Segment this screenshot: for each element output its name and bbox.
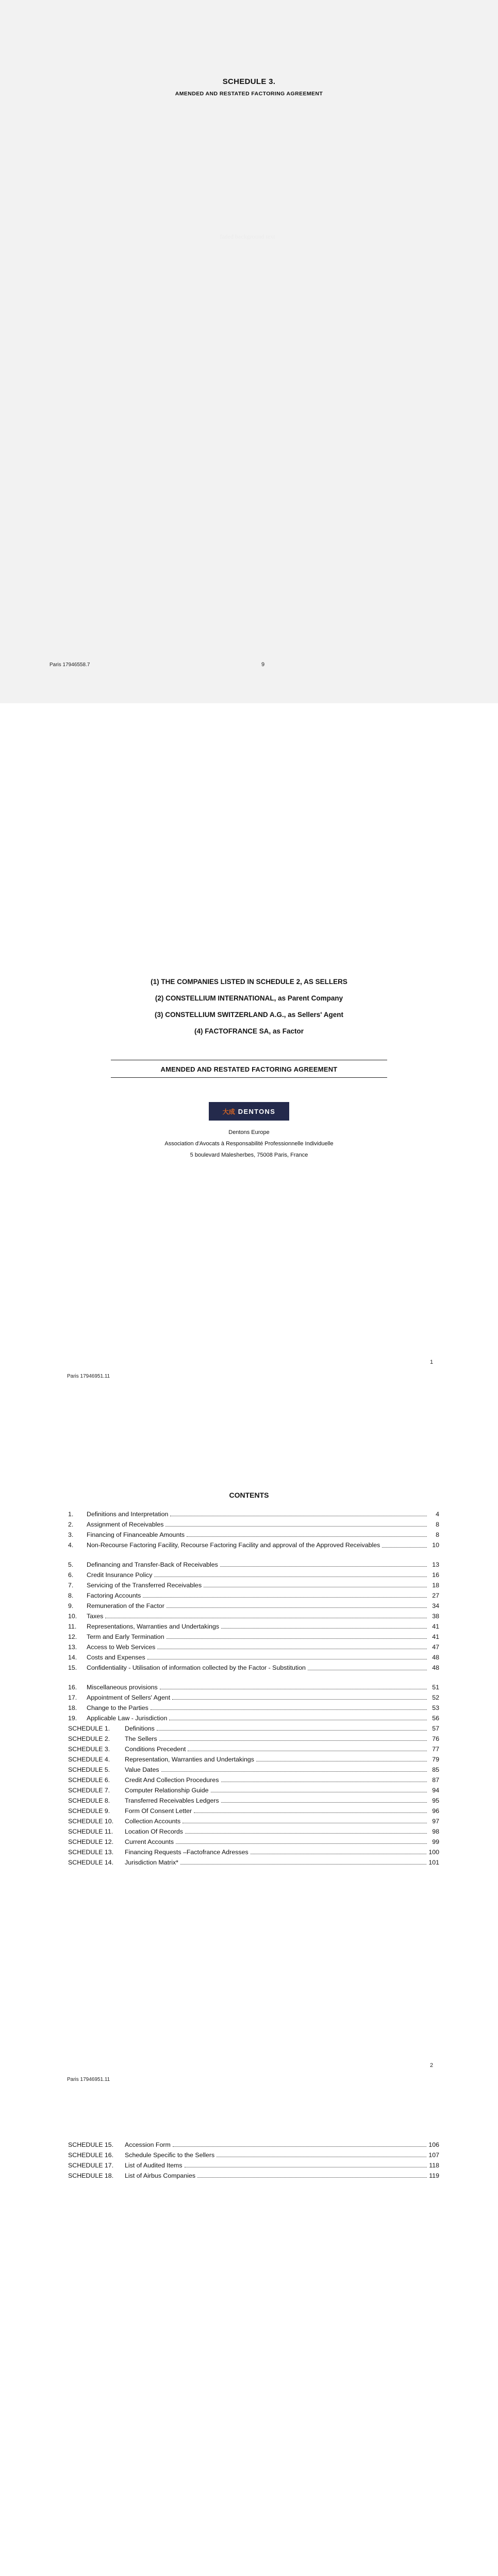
toc-entry-number: 7. (68, 1582, 74, 1589)
toc-entry-line (125, 1817, 439, 1826)
toc-entry-label: Definancing and Transfer-Back of Receivables (87, 1561, 218, 1568)
toc-dot-leader (187, 1536, 427, 1537)
toc-dot-leader (180, 1864, 426, 1865)
toc-entry (68, 1570, 439, 1580)
logo-mark: 大成 (222, 1108, 235, 1115)
toc-entry-label: Location Of Records (125, 1828, 183, 1835)
toc-entry-page: 4 (428, 1510, 439, 1519)
toc-entry-line (125, 1744, 439, 1754)
footer-reference-contents: Paris 17946951.11 (67, 2077, 110, 2082)
toc-entry-page: 56 (428, 1714, 439, 1723)
toc-entry-label: Schedule Specific to the Sellers (125, 2151, 215, 2159)
toc-entry-number: 18. (68, 1704, 77, 1711)
toc-entry-number: SCHEDULE 6. (68, 1776, 110, 1784)
toc-entry-label: Applicable Law - Jurisdiction (87, 1715, 168, 1722)
toc-entry-page: 119 (428, 2171, 439, 2180)
toc-entry-number: SCHEDULE 1. (68, 1725, 110, 1732)
toc-entry (68, 1653, 439, 1662)
toc-schedule-entry (68, 1817, 439, 1826)
toc-entry-page: 38 (428, 1612, 439, 1621)
toc-entry (68, 1622, 439, 1631)
toc-entry-page: 16 (428, 1570, 439, 1580)
toc-entry-number: SCHEDULE 7. (68, 1787, 110, 1794)
toc-entry-page: 27 (428, 1591, 439, 1600)
toc-entry (68, 1703, 439, 1713)
toc-entry-label: Appointment of Sellers' Agent (87, 1694, 171, 1701)
toc-entry-label: Access to Web Services (87, 1643, 156, 1651)
toc-entry-line (87, 1601, 439, 1611)
toc-dot-leader (197, 2177, 427, 2178)
toc-entry-page: 99 (428, 1837, 439, 1846)
party-2: (2) CONSTELLIUM INTERNATIONAL, as Parent Company (155, 994, 343, 1002)
toc-dot-leader (165, 1526, 427, 1527)
toc-entry-page: 94 (428, 1786, 439, 1795)
toc-entry-label: Form Of Consent Letter (125, 1807, 192, 1815)
toc-entry-page: 97 (428, 1817, 439, 1826)
toc-entry-number: SCHEDULE 4. (68, 1756, 110, 1763)
toc-schedule-entry (68, 1858, 439, 1867)
toc-entry-label: Costs and Expenses (87, 1654, 145, 1661)
toc-entry (68, 1581, 439, 1590)
toc-entry-label: Confidentiality - Utilisation of information collected by the Factor - Substitution (87, 1664, 306, 1671)
toc-entry-number: SCHEDULE 2. (68, 1735, 110, 1742)
toc-entry-page: 41 (428, 1632, 439, 1641)
toc-schedule-entry (68, 1827, 439, 1836)
toc-entry (68, 1714, 439, 1723)
toc-entry-line (125, 1827, 439, 1836)
toc-dot-leader (172, 1699, 427, 1700)
toc-entry-line (87, 1653, 439, 1662)
toc-entry-line (87, 1540, 439, 1550)
toc-entry-number: 13. (68, 1643, 77, 1651)
contents-title: CONTENTS (229, 1491, 269, 1499)
toc-entry-number: 12. (68, 1633, 77, 1640)
toc-entry-line (87, 1622, 439, 1631)
toc-entry-label: Definitions (125, 1725, 155, 1732)
toc-dot-leader (167, 1638, 427, 1639)
toc-dot-leader (173, 2146, 426, 2147)
toc-entry-line (125, 1796, 439, 1805)
toc-entry-label: Accession Form (125, 2141, 171, 2148)
toc-dot-leader (176, 1843, 427, 1844)
toc-entry-page: 76 (428, 1734, 439, 1743)
toc-dot-leader (221, 1802, 427, 1803)
toc-schedule-entry (68, 1806, 439, 1816)
toc-entry-line (87, 1663, 439, 1672)
toc-entry (68, 1612, 439, 1621)
toc-entry-label: Change to the Parties (87, 1704, 148, 1711)
toc-schedule-entry (68, 1786, 439, 1795)
toc-entry-page: 8 (428, 1520, 439, 1529)
toc-entry-page: 107 (428, 2151, 439, 2159)
toc-entry-line (87, 1683, 439, 1692)
toc-entry-number: 3. (68, 1531, 74, 1538)
firm-address: 5 boulevard Malesherbes, 75008 Paris, France (190, 1152, 308, 1158)
toc-entry-line (125, 1765, 439, 1774)
toc-entry-page: 13 (428, 1560, 439, 1569)
firm-association: Association d'Avocats à Responsabilité Professionnelle Individuelle (164, 1141, 334, 1147)
toc-entry-line (125, 1755, 439, 1764)
toc-dot-leader (167, 1607, 427, 1608)
toc-schedule-entry (68, 1796, 439, 1805)
toc-entry-number: SCHEDULE 13. (68, 1849, 114, 1856)
toc-entry-line (87, 1632, 439, 1641)
toc-entry-number: 6. (68, 1571, 74, 1579)
toc-dot-leader (151, 1709, 427, 1710)
toc-entry-page: 98 (428, 1827, 439, 1836)
toc-dot-leader (185, 1833, 427, 1834)
toc-schedule-entry (68, 2140, 439, 2149)
page-number-cover: 1 (430, 1359, 434, 1365)
toc-entry-label: Miscellaneous provisions (87, 1684, 158, 1691)
toc-entry-number: SCHEDULE 8. (68, 1797, 110, 1804)
toc-entry-number: 14. (68, 1654, 77, 1661)
toc-entry-label: Value Dates (125, 1766, 159, 1773)
toc-entry-number: 1. (68, 1511, 74, 1518)
toc-entry-number: SCHEDULE 3. (68, 1745, 110, 1753)
toc-entry-page: 85 (428, 1765, 439, 1774)
toc-entry-line (87, 1581, 439, 1590)
toc-entry-number: SCHEDULE 18. (68, 2172, 114, 2179)
toc-entry-line (87, 1520, 439, 1529)
toc-entry-line (87, 1703, 439, 1713)
toc-entry-page: 18 (428, 1581, 439, 1590)
toc-entry-number: 4. (68, 1541, 74, 1549)
toc-entry-number: SCHEDULE 12. (68, 1838, 114, 1845)
faded-background-text: faded background text (220, 233, 275, 240)
toc-entry-label: Current Accounts (125, 1838, 174, 1845)
toc-dot-leader (157, 1730, 427, 1731)
toc-entry-number: 10. (68, 1613, 77, 1620)
toc-entry-label: Remuneration of the Factor (87, 1602, 164, 1609)
toc-entry-label: Credit And Collection Procedures (125, 1776, 219, 1784)
toc-entry-line (125, 2161, 439, 2170)
toc-entry (68, 1510, 439, 1519)
footer-reference: Paris 17946558.7 (49, 662, 90, 668)
toc-entry-page: 87 (428, 1775, 439, 1785)
toc-entry (68, 1591, 439, 1600)
toc-entry (68, 1560, 439, 1569)
toc-dot-leader (221, 1628, 427, 1629)
toc-entry-line (125, 1786, 439, 1795)
toc-schedule-entry (68, 2161, 439, 2170)
toc-dot-leader (382, 1547, 427, 1548)
page-cover (0, 703, 498, 1406)
toc-entry-page: 41 (428, 1622, 439, 1631)
toc-entry (68, 1642, 439, 1652)
toc-entry-label: The Sellers (125, 1735, 157, 1742)
toc-entry-number: SCHEDULE 14. (68, 1859, 114, 1866)
toc-schedule-entry (68, 1765, 439, 1774)
toc-entry-label: List of Airbus Companies (125, 2172, 196, 2179)
toc-entry-number: 8. (68, 1592, 74, 1599)
toc-entry-number: SCHEDULE 16. (68, 2151, 114, 2159)
party-4: (4) FACTOFRANCE SA, as Factor (194, 1027, 304, 1035)
toc-entry-page: 47 (428, 1642, 439, 1652)
toc-schedule-entry (68, 2171, 439, 2180)
toc-entry-number: SCHEDULE 5. (68, 1766, 110, 1773)
toc-entry (68, 1540, 439, 1559)
toc-entry (68, 1520, 439, 1529)
toc-entry-label: Servicing of the Transferred Receivables (87, 1582, 202, 1589)
toc-entry-page: 79 (428, 1755, 439, 1764)
toc-entry-label: Credit Insurance Policy (87, 1571, 153, 1579)
toc-schedule-entry (68, 1755, 439, 1764)
toc-entry-line (125, 1837, 439, 1846)
toc-dot-leader (220, 1566, 427, 1567)
toc-entry-page: 57 (428, 1724, 439, 1733)
toc-entry-page: 77 (428, 1744, 439, 1754)
toc-entry-line (125, 1734, 439, 1743)
toc-entry-line (87, 1530, 439, 1539)
toc-entry-line (125, 2171, 439, 2180)
toc-entry-page: 8 (428, 1530, 439, 1539)
party-1: (1) THE COMPANIES LISTED IN SCHEDULE 2, AS SELLERS (151, 978, 347, 986)
toc-entry-label: Transferred Receivables Ledgers (125, 1797, 219, 1804)
toc-entry-page: 51 (428, 1683, 439, 1692)
footer-reference-cover: Paris 17946951.11 (67, 1374, 110, 1379)
toc-entry (68, 1663, 439, 1682)
toc-entry (68, 1530, 439, 1539)
toc-entry-label: Financing Requests –Factofrance Adresses (125, 1849, 248, 1856)
toc-entry-line (125, 1858, 439, 1867)
toc-entry-number: 2. (68, 1521, 74, 1528)
toc-entry-line (87, 1642, 439, 1652)
toc-entry-number: SCHEDULE 15. (68, 2141, 114, 2148)
toc-entry-label: Financing of Financeable Amounts (87, 1531, 185, 1538)
toc-dot-leader (161, 1771, 427, 1772)
firm-name: Dentons Europe (228, 1129, 270, 1136)
page-number: 9 (261, 662, 265, 668)
toc-entry-page: 95 (428, 1796, 439, 1805)
toc-entry-label: Taxes (87, 1613, 104, 1620)
agreement-title: AMENDED AND RESTATED FACTORING AGREEMENT (160, 1065, 338, 1073)
toc-entry (68, 1693, 439, 1702)
schedule-title: SCHEDULE 3. (222, 77, 276, 86)
toc-entry-line (87, 1570, 439, 1580)
toc-entry-number: 5. (68, 1561, 74, 1568)
toc-entry (68, 1601, 439, 1611)
toc-schedule-entry (68, 1744, 439, 1754)
toc-entry-label: Assignment of Receivables (87, 1521, 164, 1528)
toc-entry-line (125, 2140, 439, 2149)
toc-entry-label: Factoring Accounts (87, 1592, 141, 1599)
toc-entry-number: 17. (68, 1694, 77, 1701)
toc-schedule-entry (68, 1837, 439, 1846)
toc-entry (68, 1632, 439, 1641)
toc-entry-number: 15. (68, 1664, 77, 1671)
toc-entry-number: SCHEDULE 17. (68, 2162, 114, 2169)
toc-entry-label: Computer Relationship Guide (125, 1787, 209, 1794)
toc-schedule-entry (68, 2150, 439, 2160)
toc-entry (68, 1683, 439, 1692)
toc-entry-line (87, 1591, 439, 1600)
toc-entry-label: Non-Recourse Factoring Facility, Recourse Factoring Facility and approval of the Approved Receivables (87, 1541, 380, 1549)
toc-entry-label: Representation, Warranties and Undertakings (125, 1756, 254, 1763)
toc-entry-line (125, 1724, 439, 1733)
logo-text: DENTONS (238, 1107, 276, 1115)
toc-entry-page: 101 (428, 1859, 439, 1866)
toc-entry-page: 100 (428, 1849, 439, 1856)
toc-entry-label: List of Audited Items (125, 2162, 182, 2169)
toc-entry-page: 10 (428, 1540, 439, 1550)
toc-entry-label: Jurisdiction Matrix* (125, 1859, 178, 1866)
toc-entry-label: Collection Accounts (125, 1818, 181, 1825)
toc-entry-label: Representations, Warranties and Undertakings (87, 1623, 220, 1630)
toc-entry-line (125, 1806, 439, 1816)
toc-entry-page: 48 (428, 1663, 439, 1672)
toc-entry-line (87, 1612, 439, 1621)
toc-entry-line (125, 1848, 439, 1857)
toc-entry-line (87, 1693, 439, 1702)
toc-entry-line (87, 1510, 439, 1519)
toc-entry-page: 52 (428, 1693, 439, 1702)
title-rule-bottom (111, 1077, 387, 1078)
party-3: (3) CONSTELLIUM SWITZERLAND A.G., as Sellers' Agent (155, 1011, 343, 1019)
schedule-subtitle: AMENDED AND RESTATED FACTORING AGREEMENT (175, 91, 323, 97)
toc-entry-page: 53 (428, 1703, 439, 1713)
toc-entry-label: Term and Early Termination (87, 1633, 164, 1640)
toc-entry-number: 19. (68, 1715, 77, 1722)
toc-entry-line (125, 1775, 439, 1785)
page-number-contents: 2 (430, 2062, 434, 2069)
toc-entry-label: Conditions Precedent (125, 1745, 186, 1753)
toc-entry-page: 118 (428, 2161, 439, 2170)
toc-schedule-entry (68, 1734, 439, 1743)
toc-dot-leader (194, 1812, 427, 1813)
toc-entry-label: Definitions and Interpretation (87, 1511, 169, 1518)
toc-entry-page: 96 (428, 1806, 439, 1816)
toc-dot-leader (143, 1597, 427, 1598)
toc-entry-number: 9. (68, 1602, 74, 1609)
toc-entry-page: 106 (428, 2141, 439, 2148)
toc-entry-number: 16. (68, 1684, 77, 1691)
toc-entry-number: SCHEDULE 9. (68, 1807, 110, 1815)
toc-entry-page: 48 (428, 1653, 439, 1662)
toc-entry-number: SCHEDULE 11. (68, 1828, 113, 1835)
dentons-logo (209, 1102, 289, 1121)
toc-schedule-entry (68, 1775, 439, 1785)
toc-schedule-entry (68, 1848, 439, 1857)
toc-entry-number: 11. (68, 1623, 77, 1630)
toc-entry-number: SCHEDULE 10. (68, 1818, 114, 1825)
page-schedule-3 (0, 0, 498, 703)
toc-entry-line (87, 1560, 439, 1569)
toc-entry-line (87, 1714, 439, 1723)
toc-schedule-entry (68, 1724, 439, 1733)
toc-entry-page: 34 (428, 1601, 439, 1611)
toc-entry-line (125, 2150, 439, 2160)
toc-dot-leader (159, 1740, 427, 1741)
